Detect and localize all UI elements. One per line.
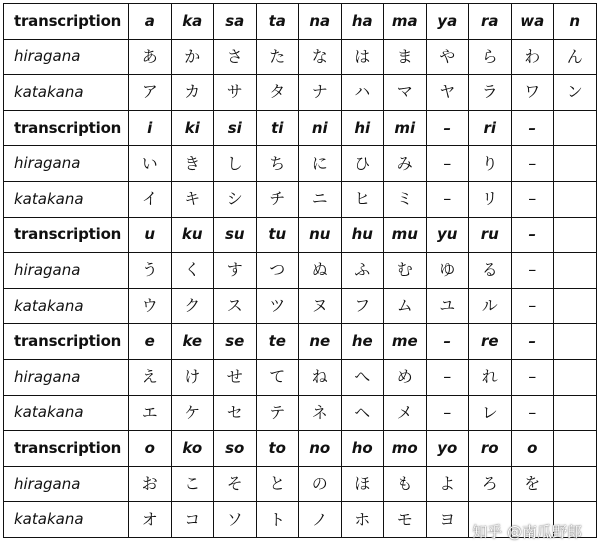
hiragana-cell: –	[426, 146, 469, 182]
transcription-cell: mo	[384, 431, 427, 467]
hiragana-cell	[554, 253, 597, 289]
transcription-cell: wa	[511, 4, 554, 40]
hiragana-cell: と	[256, 466, 299, 502]
katakana-cell: ヨ	[426, 502, 469, 538]
hiragana-cell: め	[384, 359, 427, 395]
hiragana-row	[4, 466, 597, 502]
transcription-cell: re	[469, 324, 512, 360]
katakana-cell: カ	[171, 75, 214, 111]
hiragana-cell: の	[299, 466, 342, 502]
transcription-cell	[554, 110, 597, 146]
hiragana-cell: え	[129, 359, 172, 395]
hiragana-cell: も	[384, 466, 427, 502]
katakana-cell: ナ	[299, 75, 342, 111]
transcription-cell: ne	[299, 324, 342, 360]
katakana-cell: エ	[129, 395, 172, 431]
katakana-row-label: katakana	[4, 395, 129, 431]
transcription-cell: se	[214, 324, 257, 360]
katakana-cell: ノ	[299, 502, 342, 538]
hiragana-cell: や	[426, 39, 469, 75]
katakana-cell: リ	[469, 181, 512, 217]
katakana-row-label: katakana	[4, 75, 129, 111]
transcription-cell: u	[129, 217, 172, 253]
hiragana-cell: さ	[214, 39, 257, 75]
transcription-cell: he	[341, 324, 384, 360]
transcription-cell: tu	[256, 217, 299, 253]
katakana-cell: マ	[384, 75, 427, 111]
katakana-cell: フ	[341, 288, 384, 324]
hiragana-cell: ら	[469, 39, 512, 75]
transcription-cell: hu	[341, 217, 384, 253]
transcription-cell: ro	[469, 431, 512, 467]
transcription-cell: ma	[384, 4, 427, 40]
transcription-row-label: transcription	[4, 431, 129, 467]
hiragana-cell: ね	[299, 359, 342, 395]
hiragana-cell: む	[384, 253, 427, 289]
hiragana-cell: ろ	[469, 466, 512, 502]
transcription-cell: ku	[171, 217, 214, 253]
hiragana-cell: へ	[341, 359, 384, 395]
katakana-cell	[554, 181, 597, 217]
transcription-cell: o	[511, 431, 554, 467]
hiragana-row	[4, 146, 597, 182]
transcription-cell	[554, 324, 597, 360]
hiragana-row	[4, 253, 597, 289]
hiragana-row-label: hiragana	[4, 146, 129, 182]
transcription-cell: mu	[384, 217, 427, 253]
hiragana-cell: り	[469, 146, 512, 182]
katakana-row-label: katakana	[4, 181, 129, 217]
hiragana-cell: あ	[129, 39, 172, 75]
transcription-cell: yu	[426, 217, 469, 253]
katakana-cell	[554, 395, 597, 431]
transcription-row-label: transcription	[4, 324, 129, 360]
katakana-cell: –	[426, 181, 469, 217]
transcription-cell: i	[129, 110, 172, 146]
transcription-row	[4, 324, 597, 360]
hiragana-row-label: hiragana	[4, 39, 129, 75]
hiragana-cell: し	[214, 146, 257, 182]
hiragana-row	[4, 359, 597, 395]
katakana-cell: キ	[171, 181, 214, 217]
hiragana-cell: そ	[214, 466, 257, 502]
hiragana-cell	[554, 466, 597, 502]
katakana-cell: タ	[256, 75, 299, 111]
katakana-row-label: katakana	[4, 288, 129, 324]
transcription-cell: yo	[426, 431, 469, 467]
katakana-row	[4, 75, 597, 111]
katakana-row-label: katakana	[4, 502, 129, 538]
katakana-cell: サ	[214, 75, 257, 111]
hiragana-cell: こ	[171, 466, 214, 502]
hiragana-cell: け	[171, 359, 214, 395]
katakana-cell: セ	[214, 395, 257, 431]
transcription-cell	[554, 217, 597, 253]
hiragana-cell: つ	[256, 253, 299, 289]
katakana-cell: ク	[171, 288, 214, 324]
hiragana-row	[4, 39, 597, 75]
hiragana-cell: み	[384, 146, 427, 182]
hiragana-cell: く	[171, 253, 214, 289]
katakana-cell: ラ	[469, 75, 512, 111]
katakana-cell	[554, 288, 597, 324]
transcription-cell: ya	[426, 4, 469, 40]
transcription-cell: sa	[214, 4, 257, 40]
hiragana-cell: を	[511, 466, 554, 502]
katakana-cell: ワ	[511, 75, 554, 111]
kana-table-body	[4, 4, 597, 538]
transcription-row	[4, 217, 597, 253]
transcription-cell: a	[129, 4, 172, 40]
hiragana-row-label: hiragana	[4, 359, 129, 395]
hiragana-cell: ふ	[341, 253, 384, 289]
katakana-cell: ニ	[299, 181, 342, 217]
hiragana-row-label: hiragana	[4, 253, 129, 289]
hiragana-cell: か	[171, 39, 214, 75]
hiragana-cell: た	[256, 39, 299, 75]
katakana-cell: ホ	[341, 502, 384, 538]
katakana-cell: –	[511, 181, 554, 217]
transcription-cell: no	[299, 431, 342, 467]
transcription-row	[4, 110, 597, 146]
hiragana-cell: き	[171, 146, 214, 182]
katakana-cell: ヒ	[341, 181, 384, 217]
transcription-cell	[554, 431, 597, 467]
transcription-cell: ha	[341, 4, 384, 40]
hiragana-cell: –	[426, 359, 469, 395]
hiragana-cell: に	[299, 146, 342, 182]
transcription-cell: te	[256, 324, 299, 360]
hiragana-cell: ぬ	[299, 253, 342, 289]
transcription-row-label: transcription	[4, 4, 129, 40]
katakana-cell: ネ	[299, 395, 342, 431]
katakana-cell: シ	[214, 181, 257, 217]
transcription-row	[4, 431, 597, 467]
kana-table	[3, 3, 597, 538]
hiragana-row-label: hiragana	[4, 466, 129, 502]
katakana-cell: ユ	[426, 288, 469, 324]
transcription-cell: ni	[299, 110, 342, 146]
transcription-cell: ka	[171, 4, 214, 40]
katakana-cell: ツ	[256, 288, 299, 324]
katakana-cell: ヘ	[341, 395, 384, 431]
transcription-cell: to	[256, 431, 299, 467]
transcription-cell: ra	[469, 4, 512, 40]
transcription-cell: –	[511, 217, 554, 253]
hiragana-cell: ち	[256, 146, 299, 182]
transcription-cell: o	[129, 431, 172, 467]
katakana-cell: ル	[469, 288, 512, 324]
katakana-cell: ン	[554, 75, 597, 111]
hiragana-cell: わ	[511, 39, 554, 75]
katakana-cell: ケ	[171, 395, 214, 431]
transcription-row	[4, 4, 597, 40]
katakana-cell: ス	[214, 288, 257, 324]
transcription-cell: ta	[256, 4, 299, 40]
hiragana-cell: –	[511, 253, 554, 289]
transcription-cell: na	[299, 4, 342, 40]
transcription-cell: n	[554, 4, 597, 40]
hiragana-cell: ひ	[341, 146, 384, 182]
katakana-cell: チ	[256, 181, 299, 217]
katakana-cell: ト	[256, 502, 299, 538]
katakana-cell: モ	[384, 502, 427, 538]
hiragana-cell	[554, 359, 597, 395]
katakana-cell: –	[426, 395, 469, 431]
hiragana-cell: う	[129, 253, 172, 289]
transcription-cell: ke	[171, 324, 214, 360]
katakana-cell: ウ	[129, 288, 172, 324]
katakana-row	[4, 395, 597, 431]
katakana-cell: –	[511, 288, 554, 324]
katakana-cell: メ	[384, 395, 427, 431]
hiragana-cell: ん	[554, 39, 597, 75]
hiragana-cell: は	[341, 39, 384, 75]
hiragana-cell: な	[299, 39, 342, 75]
hiragana-cell: る	[469, 253, 512, 289]
katakana-cell: ソ	[214, 502, 257, 538]
transcription-row-label: transcription	[4, 110, 129, 146]
transcription-cell: me	[384, 324, 427, 360]
katakana-cell: オ	[129, 502, 172, 538]
transcription-cell: ti	[256, 110, 299, 146]
katakana-cell: コ	[171, 502, 214, 538]
transcription-cell: –	[511, 324, 554, 360]
hiragana-cell: せ	[214, 359, 257, 395]
katakana-row	[4, 181, 597, 217]
hiragana-cell: ほ	[341, 466, 384, 502]
transcription-cell: –	[511, 110, 554, 146]
transcription-cell: ho	[341, 431, 384, 467]
transcription-cell: nu	[299, 217, 342, 253]
hiragana-cell: –	[511, 359, 554, 395]
hiragana-cell	[554, 146, 597, 182]
transcription-cell: so	[214, 431, 257, 467]
hiragana-cell: お	[129, 466, 172, 502]
katakana-cell: ヤ	[426, 75, 469, 111]
transcription-cell: ru	[469, 217, 512, 253]
hiragana-cell: –	[511, 146, 554, 182]
transcription-cell: ko	[171, 431, 214, 467]
transcription-cell: hi	[341, 110, 384, 146]
hiragana-cell: よ	[426, 466, 469, 502]
transcription-cell: mi	[384, 110, 427, 146]
katakana-cell: ム	[384, 288, 427, 324]
hiragana-cell: て	[256, 359, 299, 395]
transcription-cell: ki	[171, 110, 214, 146]
katakana-cell: ハ	[341, 75, 384, 111]
katakana-cell: ヌ	[299, 288, 342, 324]
hiragana-cell: ま	[384, 39, 427, 75]
transcription-cell: e	[129, 324, 172, 360]
transcription-row-label: transcription	[4, 217, 129, 253]
hiragana-cell: れ	[469, 359, 512, 395]
katakana-cell: ア	[129, 75, 172, 111]
katakana-row	[4, 288, 597, 324]
katakana-cell: ミ	[384, 181, 427, 217]
katakana-cell: イ	[129, 181, 172, 217]
watermark: 知乎 @南瓜野郎	[472, 523, 582, 541]
transcription-cell: su	[214, 217, 257, 253]
katakana-cell: –	[511, 395, 554, 431]
transcription-cell: –	[426, 324, 469, 360]
katakana-cell: テ	[256, 395, 299, 431]
hiragana-cell: ゆ	[426, 253, 469, 289]
transcription-cell: –	[426, 110, 469, 146]
katakana-cell: レ	[469, 395, 512, 431]
transcription-cell: si	[214, 110, 257, 146]
hiragana-cell: す	[214, 253, 257, 289]
transcription-cell: ri	[469, 110, 512, 146]
hiragana-cell: い	[129, 146, 172, 182]
